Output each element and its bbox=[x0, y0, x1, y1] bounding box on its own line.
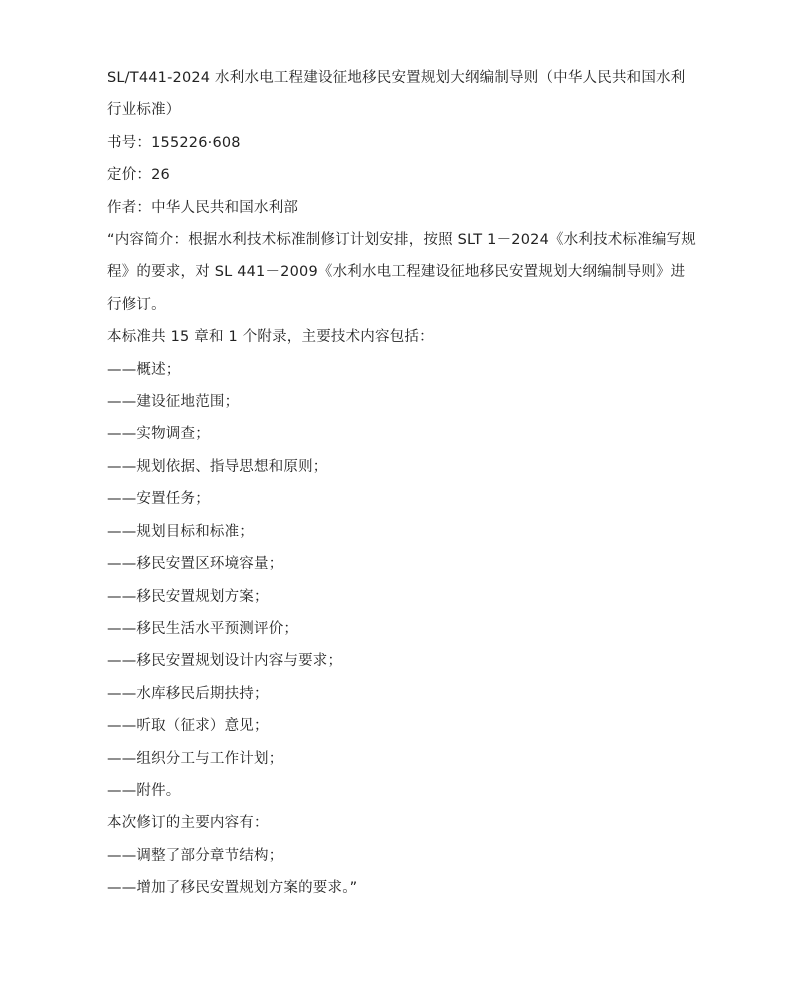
contents-item: ——建设征地范围； bbox=[107, 394, 240, 411]
contents-item: ——概述； bbox=[107, 361, 181, 378]
contents-item: ——移民安置规划设计内容与要求； bbox=[107, 653, 343, 670]
contents-item: ——规划目标和标准； bbox=[107, 523, 254, 540]
revision-heading: 本次修订的主要内容有： bbox=[107, 815, 269, 832]
contents-heading: 本标准共 15 章和 1 个附录，主要技术内容包括： bbox=[107, 329, 434, 346]
intro-line-3: 行修订。 bbox=[107, 296, 166, 313]
contents-item: ——移民生活水平预测评价； bbox=[107, 620, 299, 637]
contents-item: ——实物调查； bbox=[107, 426, 210, 443]
contents-item: ——规划依据、指导思想和原则； bbox=[107, 458, 328, 475]
revision-item: ——调整了部分章节结构； bbox=[107, 847, 284, 864]
contents-item: ——附件。 bbox=[107, 782, 181, 799]
title-line-1: SL/T441-2024 水利水电工程建设征地移民安置规划大纲编制导则（中华人民共和国水利 bbox=[107, 70, 686, 86]
contents-item: ——组织分工与工作计划； bbox=[107, 750, 284, 767]
intro-line-1: “内容简介：根据水利技术标准制修订计划安排，按照 SLT 1－2024《水利技术标准编写规 bbox=[107, 232, 696, 249]
revision-item: ——增加了移民安置规划方案的要求。” bbox=[107, 880, 358, 897]
contents-item: ——移民安置区环境容量； bbox=[107, 556, 284, 573]
document-body bbox=[107, 62, 699, 905]
contents-item: ——安置任务； bbox=[107, 491, 210, 508]
contents-item: ——听取（征求）意见； bbox=[107, 718, 269, 735]
intro-line-2: 程》的要求，对 SL 441－2009《水利水电工程建设征地移民安置规划大纲编制导则》进 bbox=[107, 264, 686, 281]
author: 作者：中华人民共和国水利部 bbox=[107, 199, 299, 216]
title-line-2: 行业标准） bbox=[107, 102, 181, 119]
contents-item: ——移民安置规划方案； bbox=[107, 588, 269, 605]
contents-item: ——水库移民后期扶持； bbox=[107, 685, 269, 702]
price: 定价：26 bbox=[107, 167, 170, 184]
book-number: 书号：155226·608 bbox=[107, 134, 241, 151]
